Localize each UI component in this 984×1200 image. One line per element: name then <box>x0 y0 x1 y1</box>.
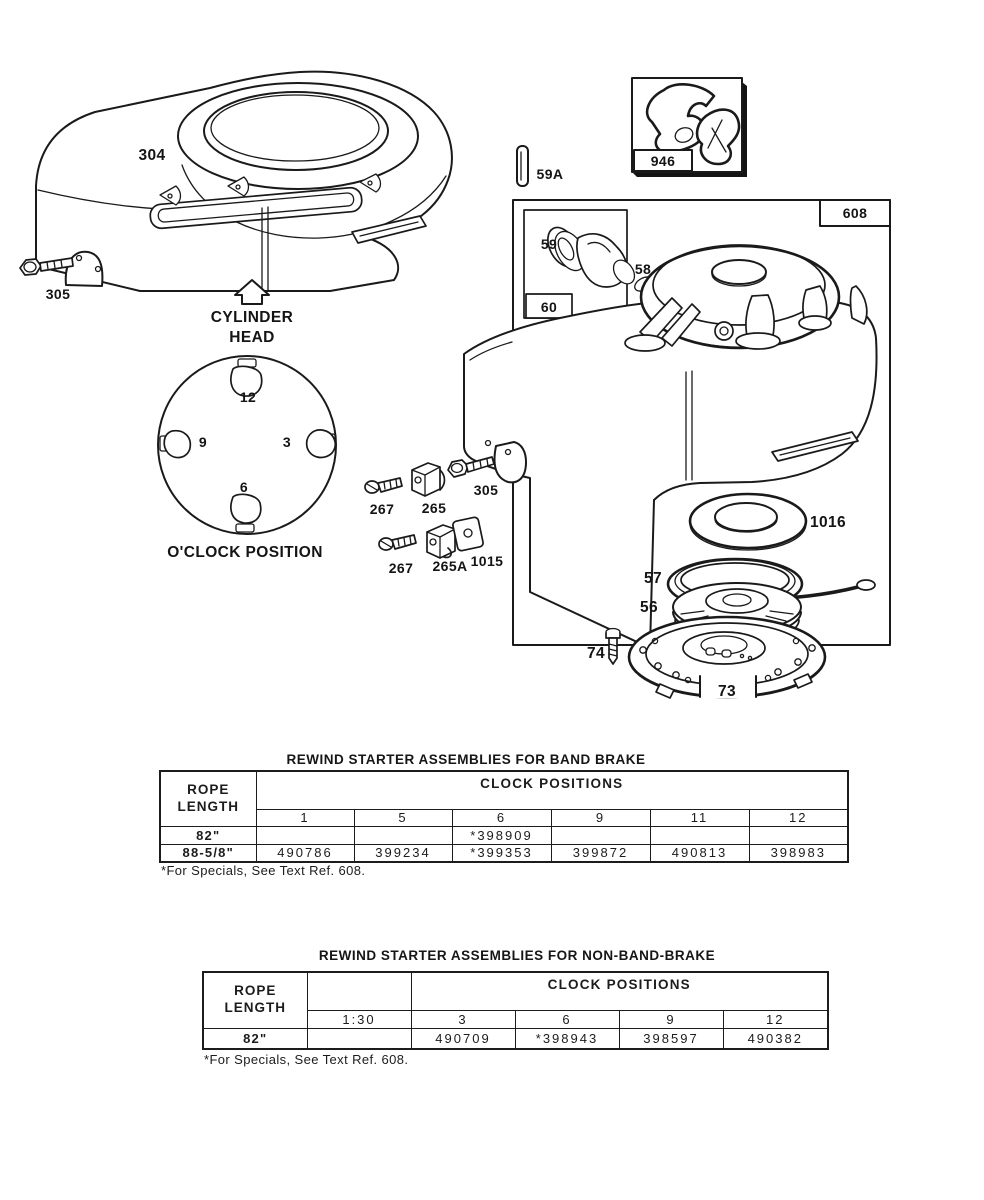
column-header: 6 <box>452 809 551 826</box>
part-label-60: 60 <box>540 299 558 315</box>
band-brake-table-title: REWIND STARTER ASSEMBLIES FOR BAND BRAKE <box>286 752 646 767</box>
part-number-cell: *398943 <box>515 1028 619 1049</box>
column-header: 1:30 <box>307 1010 411 1028</box>
column-header: 6 <box>515 1010 619 1028</box>
handle-inset-59-60 <box>524 210 639 318</box>
handle-3-grip <box>307 430 336 458</box>
washer-1016-hole <box>715 503 777 531</box>
part-number-cell: 398983 <box>749 844 848 862</box>
part-label-57: 57 <box>643 570 663 587</box>
rope-header-line1: ROPE <box>187 781 230 797</box>
part-number-cell: *398909 <box>452 826 551 844</box>
part-label-304: 304 <box>138 147 166 164</box>
column-header: 12 <box>749 809 848 826</box>
part-number-cell: 398597 <box>619 1028 723 1049</box>
rope-header-line1: ROPE <box>234 983 277 999</box>
rope-length-cell: 88-5/8" <box>160 844 256 862</box>
part-label-305-mid: 305 <box>473 482 499 498</box>
clutch-73-hub <box>683 632 765 664</box>
column-header: 5 <box>354 809 452 826</box>
clock-label-9: 9 <box>198 434 208 450</box>
part-label-56: 56 <box>639 599 659 616</box>
cover-leg-mid-foot <box>736 333 780 349</box>
table-row <box>203 1028 828 1049</box>
part-label-267-upper: 267 <box>369 501 395 517</box>
band-brake-footnote: *For Specials, See Text Ref. 608. <box>161 863 366 878</box>
part-number-cell <box>256 826 354 844</box>
pulley-56-hub <box>706 589 768 613</box>
clutch-73-drawing <box>629 617 825 700</box>
part-label-73: 73 <box>717 683 737 700</box>
part-number-cell <box>749 826 848 844</box>
clutch-73-slot-1 <box>706 648 715 655</box>
part-number-cell: 490382 <box>723 1028 828 1049</box>
part-number-cell: 399872 <box>551 844 650 862</box>
rope-header-line2: LENGTH <box>177 798 239 814</box>
pin-59a-drawing <box>517 146 563 186</box>
column-header: 3 <box>411 1010 515 1028</box>
clock-label-12: 12 <box>239 389 257 405</box>
part-number-cell: 490786 <box>256 844 354 862</box>
column-header: 9 <box>551 809 650 826</box>
cylinder-head-text-line1: CYLINDER <box>210 309 294 326</box>
table-row <box>160 826 848 844</box>
part-number-cell <box>650 826 749 844</box>
part-label-305-top: 305 <box>45 286 71 302</box>
pin-59a-body <box>517 146 528 186</box>
part-number-cell <box>551 826 650 844</box>
column-header: 9 <box>619 1010 723 1028</box>
rope-length-header <box>160 771 256 826</box>
part-label-74: 74 <box>586 645 606 662</box>
part-label-265a: 265A <box>432 558 468 574</box>
ring-57-rope-end <box>857 580 875 590</box>
clutch-73-slot-2 <box>722 650 731 657</box>
washer-1016-drawing <box>690 494 846 550</box>
cover-leg-right-foot <box>799 316 831 330</box>
rope-header-line2: LENGTH <box>224 1000 286 1016</box>
column-header: 1 <box>256 809 354 826</box>
part-label-59: 59 <box>540 236 558 252</box>
non-band-brake-table <box>202 971 829 1050</box>
blank-header-cell <box>307 972 411 1010</box>
pawl-inset-946 <box>632 78 747 177</box>
oclock-position-diagram <box>158 356 336 561</box>
part-number-cell: *399353 <box>452 844 551 862</box>
handle-6-grip <box>231 494 261 523</box>
rope-length-header <box>203 972 307 1028</box>
band-brake-table <box>159 770 849 863</box>
part-label-265: 265 <box>421 500 447 516</box>
part-number-cell: 490813 <box>650 844 749 862</box>
part-label-59a: 59A <box>536 166 564 182</box>
part-number-cell: 490709 <box>411 1028 515 1049</box>
recoil-cover-hole <box>712 260 766 284</box>
blower-housing-304-drawing <box>36 72 452 291</box>
clock-positions-header: CLOCK POSITIONS <box>411 972 828 1010</box>
column-header: 12 <box>723 1010 828 1028</box>
clip-265-body <box>412 463 440 496</box>
part-label-58: 58 <box>634 261 652 277</box>
clock-label-3: 3 <box>282 434 292 450</box>
table-row <box>160 844 848 862</box>
column-header: 11 <box>650 809 749 826</box>
cover-horn-right <box>851 286 867 324</box>
mid-fasteners <box>365 457 503 576</box>
part-label-267-lower: 267 <box>388 560 414 576</box>
cover-bracket-foot <box>625 335 665 351</box>
part-number-cell <box>307 1028 411 1049</box>
part-number-cell: 399234 <box>354 844 452 862</box>
handle-6-cap <box>236 524 254 532</box>
cylinder-head-text-line2: HEAD <box>229 329 275 346</box>
oclock-caption: O'CLOCK POSITION <box>167 544 323 561</box>
clock-label-6: 6 <box>239 479 249 495</box>
part-number-cell <box>354 826 452 844</box>
clock-positions-header: CLOCK POSITIONS <box>256 771 848 809</box>
non-band-brake-table-title: REWIND STARTER ASSEMBLIES FOR NON-BAND-BRAKE <box>318 948 716 963</box>
plate-1015-body <box>452 517 484 552</box>
housing-304-ring-mid <box>204 92 388 170</box>
part-label-1016: 1016 <box>809 514 847 531</box>
rope-eyelet-outer <box>715 322 733 340</box>
screw-74-drawing <box>587 629 620 665</box>
starter-housing-scallop <box>495 442 527 482</box>
part-label-946: 946 <box>650 153 676 169</box>
rope-length-cell: 82" <box>203 1028 307 1049</box>
rope-length-cell: 82" <box>160 826 256 844</box>
non-band-brake-footnote: *For Specials, See Text Ref. 608. <box>204 1052 409 1067</box>
handle-9-grip <box>164 431 190 458</box>
part-label-608: 608 <box>842 205 868 221</box>
part-label-1015: 1015 <box>470 553 504 569</box>
